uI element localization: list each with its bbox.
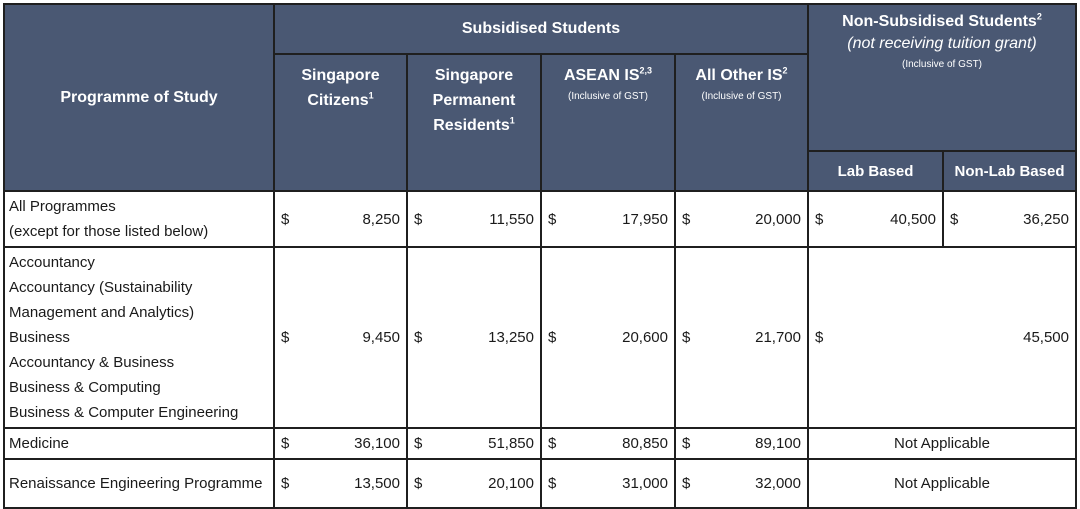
non-subsidised-title: Non-Subsidised Students$^2$ [842, 11, 1042, 30]
header-row-1 [4, 4, 1076, 54]
programme-cell: All Programmes (except for those listed below) [4, 191, 274, 247]
fee-cell-lab: $ 40,500 [808, 191, 943, 247]
asean-is-header: ASEAN IS$^{2,3}$ (Inclusive of GST) [541, 54, 675, 191]
singapore-citizens-header: Singapore Citizens$^1$ [274, 54, 407, 191]
fee-cell-other: $ 89,100 [675, 428, 808, 459]
not-applicable-cell: Not Applicable [808, 459, 1076, 508]
non-subsidised-gst-note: (Inclusive of GST) [901, 59, 983, 70]
singapore-pr-header: Singapore Permanent Residents$^1$ [407, 54, 541, 191]
non-lab-based-header: Non-Lab Based [943, 151, 1076, 191]
fee-cell-sc: $ 13,500 [274, 459, 407, 508]
subsidised-students-header: Subsidised Students [274, 4, 808, 54]
programme-cell: Renaissance Engineering Programme [4, 459, 274, 508]
fee-cell-sc: $ 36,100 [274, 428, 407, 459]
not-applicable-cell: Not Applicable [808, 428, 1076, 459]
fee-cell-sc: $ 8,250 [274, 191, 407, 247]
table-row [4, 428, 1076, 459]
non-subsidised-italic-note: (not receiving tuition grant) [847, 35, 1037, 52]
tuition-fee-table [3, 3, 1077, 509]
table-row [4, 459, 1076, 508]
fee-cell-other: $ 32,000 [675, 459, 808, 508]
fee-cell-other: $ 20,000 [675, 191, 808, 247]
fee-cell-nonlab: $ 36,250 [943, 191, 1076, 247]
table-row [4, 191, 1076, 247]
programme-of-study-header: Programme of Study [4, 4, 274, 191]
fee-cell-nonsub-combined: $ 45,500 [808, 247, 1076, 428]
programme-cell: Medicine [4, 428, 274, 459]
fee-cell-other: $ 21,700 [675, 247, 808, 428]
fee-cell-sc: $ 9,450 [274, 247, 407, 428]
programme-cell: Accountancy Accountancy (Sustainability Management and Analytics) Business Accountancy & Business Business & Computing Business & Computer Engineering [4, 247, 274, 428]
fee-cell-asean: $ 17,950 [541, 191, 675, 247]
non-subsidised-students-header [808, 4, 1076, 151]
lab-based-header: Lab Based [808, 151, 943, 191]
fee-cell-spr: $ 20,100 [407, 459, 541, 508]
fee-cell-asean: $ 80,850 [541, 428, 675, 459]
fee-cell-asean: $ 20,600 [541, 247, 675, 428]
fee-cell-spr: $ 11,550 [407, 191, 541, 247]
all-other-is-header: All Other $IS^2$ (Inclusive of GST) [675, 54, 808, 191]
fee-cell-asean: $ 31,000 [541, 459, 675, 508]
fee-cell-spr: $ 13,250 [407, 247, 541, 428]
fee-cell-spr: $ 51,850 [407, 428, 541, 459]
table-row [4, 247, 1076, 428]
